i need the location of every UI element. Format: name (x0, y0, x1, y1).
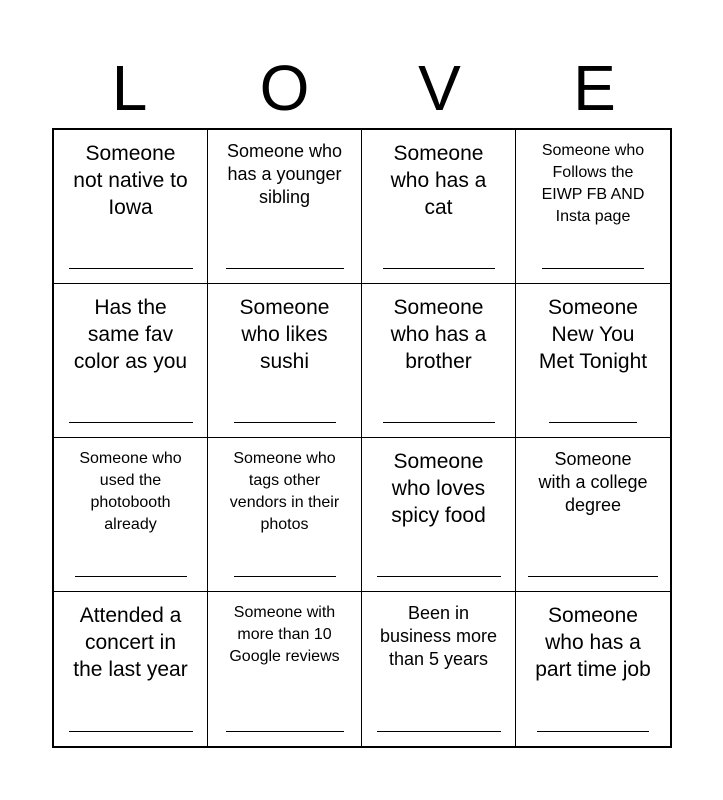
cell-prompt: Someone who has a part time job (535, 604, 651, 681)
header-letter-e: E (573, 52, 616, 124)
cell-prompt: Someone who has a younger sibling (226, 141, 343, 207)
signature-line (383, 422, 495, 423)
cell-prompt: Someone who has a cat (390, 142, 487, 219)
bingo-cell[interactable] (516, 284, 670, 438)
bingo-cell[interactable] (208, 592, 362, 746)
header-letter-o: O (259, 52, 310, 124)
signature-line (383, 268, 495, 269)
cell-prompt: Someone with a college degree (538, 449, 648, 515)
bingo-cell[interactable] (208, 438, 362, 592)
signature-line (226, 268, 344, 269)
bingo-header (52, 48, 672, 128)
cell-prompt: Someone who used the photobooth already (79, 450, 182, 533)
bingo-cell[interactable] (362, 438, 516, 592)
signature-line (549, 422, 637, 423)
bingo-cell[interactable] (208, 130, 362, 284)
cell-prompt: Someone who has a brother (390, 296, 487, 373)
cell-prompt: Someone who tags other vendors in their photos (229, 450, 340, 533)
signature-line (226, 731, 344, 732)
bingo-cell[interactable] (54, 592, 208, 746)
bingo-cell[interactable] (54, 284, 208, 438)
bingo-cell[interactable] (516, 130, 670, 284)
bingo-cell[interactable] (362, 284, 516, 438)
bingo-cell[interactable] (362, 130, 516, 284)
signature-line (377, 731, 501, 732)
bingo-cell[interactable] (516, 438, 670, 592)
cell-prompt: Someone New You Met Tonight (538, 296, 648, 373)
bingo-cell[interactable] (516, 592, 670, 746)
signature-line (542, 268, 644, 269)
signature-line (75, 576, 187, 577)
bingo-cell[interactable] (54, 130, 208, 284)
signature-line (69, 268, 193, 269)
signature-line (377, 576, 501, 577)
signature-line (69, 731, 193, 732)
bingo-cell[interactable] (54, 438, 208, 592)
header-letter-l: L (111, 52, 148, 124)
cell-prompt: Someone not native to Iowa (73, 142, 188, 219)
cell-prompt: Someone who likes sushi (239, 296, 330, 373)
cell-prompt: Has the same fav color as you (73, 296, 188, 373)
signature-line (528, 576, 658, 577)
cell-prompt: Someone who Follows the EIWP FB AND Insta page (541, 142, 645, 225)
cell-prompt: Someone with more than 10 Google reviews (229, 604, 340, 665)
header-letter-v: V (418, 52, 461, 124)
bingo-cell[interactable] (362, 592, 516, 746)
cell-prompt: Someone who loves spicy food (391, 450, 486, 527)
bingo-cell[interactable] (208, 284, 362, 438)
cell-prompt: Been in business more than 5 years (379, 603, 498, 669)
signature-line (234, 422, 336, 423)
signature-line (69, 422, 193, 423)
bingo-board (52, 128, 672, 748)
cell-prompt: Attended a concert in the last year (73, 604, 188, 681)
signature-line (537, 731, 649, 732)
signature-line (234, 576, 336, 577)
